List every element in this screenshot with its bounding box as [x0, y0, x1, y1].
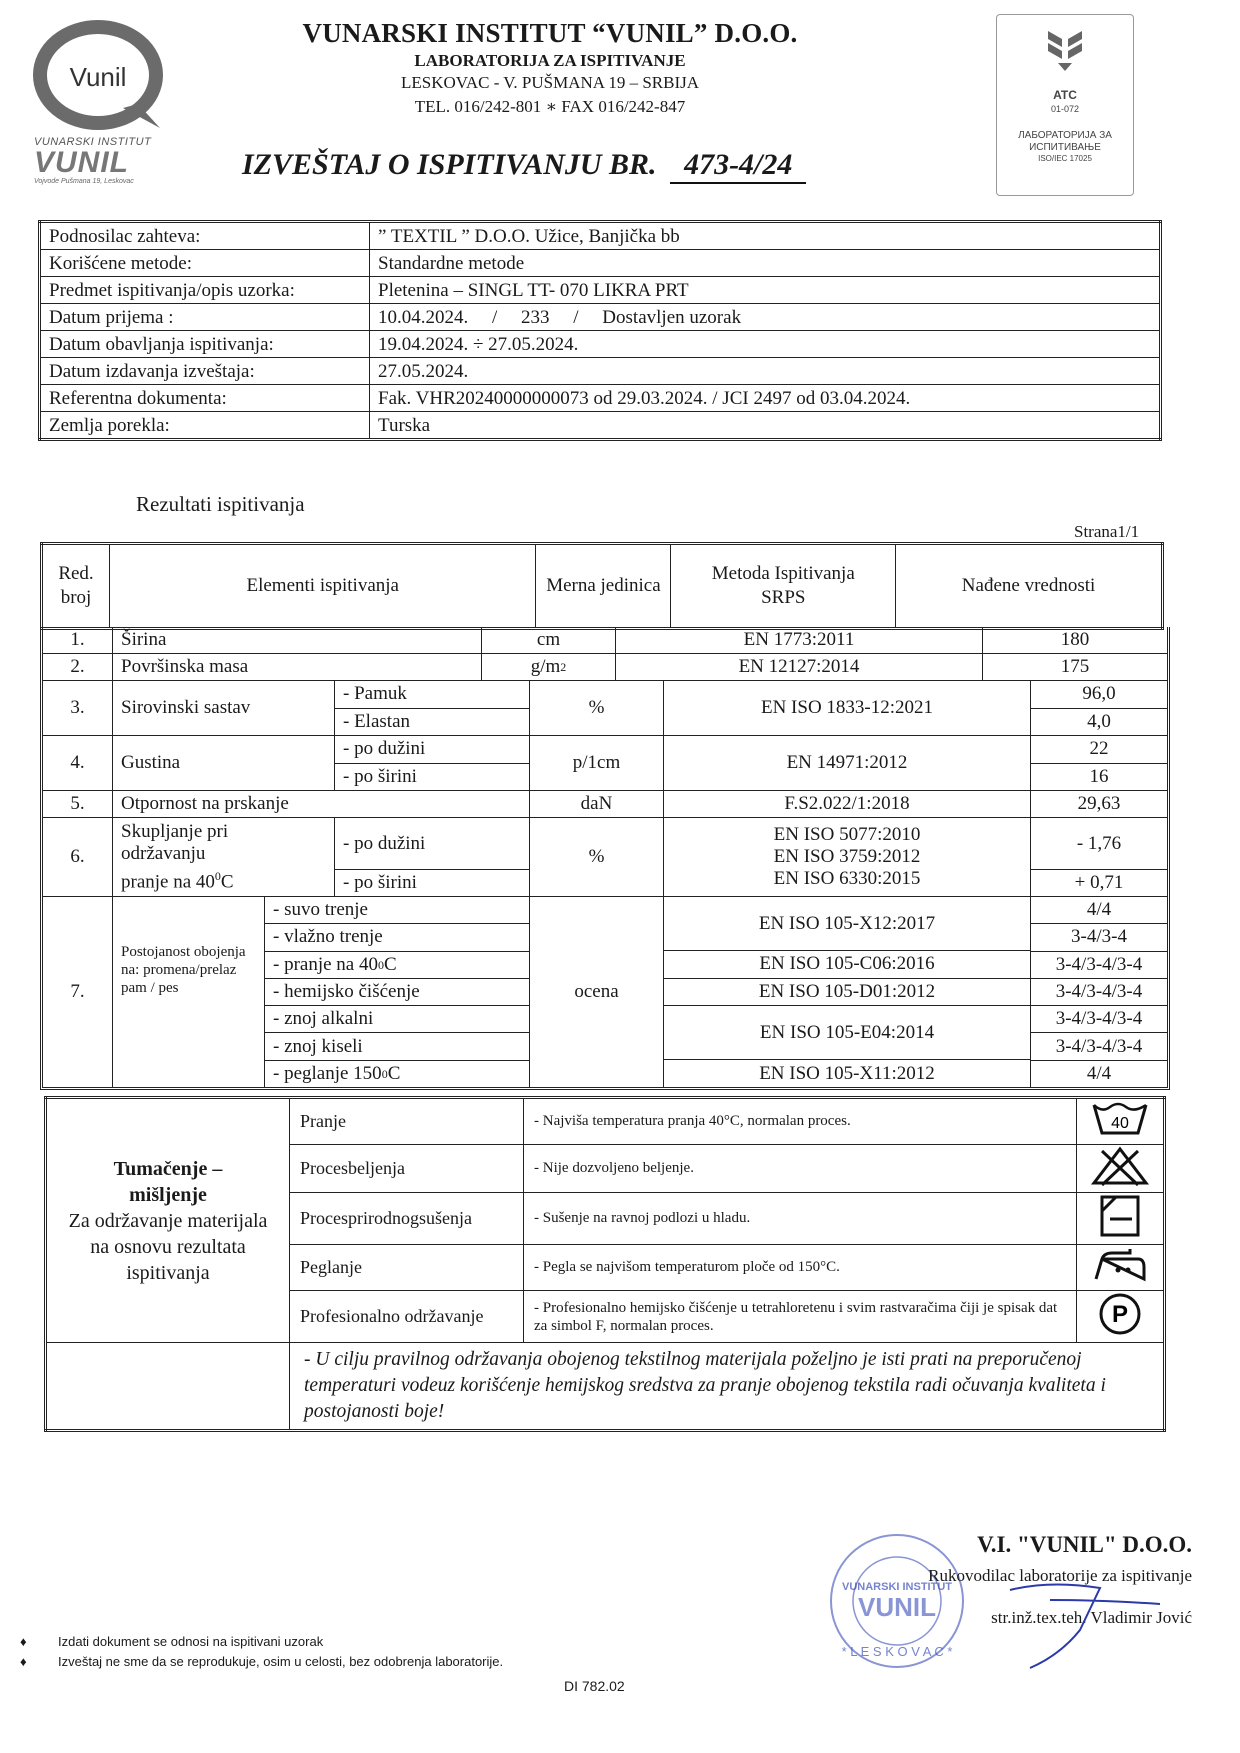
footnote: ♦ Izdati dokument se odnosi na ispitivani uzorak	[20, 1634, 324, 1649]
info-value: 10.04.2024. / 233 / Dostavljen uzorak	[370, 304, 1161, 331]
no-bleach-icon	[1077, 1145, 1165, 1193]
report-prefix: IZVEŠTAJ O ISPITIVANJU BR.	[242, 148, 657, 181]
col-header-unit-method	[536, 544, 896, 629]
dry-flat-shade-icon	[1077, 1193, 1165, 1245]
svg-text:40: 40	[1111, 1115, 1129, 1132]
phone-fax: TEL. 016/242-801 ∗ FAX 016/242-847	[414, 97, 686, 116]
care-label: Procesprirodnogsušenja	[290, 1193, 524, 1245]
table-row	[43, 680, 1167, 735]
table-row	[40, 250, 1161, 277]
row-element: Sirovinski sastav	[113, 681, 335, 735]
table-row	[40, 385, 1161, 412]
info-value: ” TEXTIL ” D.O.O. Užice, Banjička bb	[370, 222, 1161, 250]
row-subitems: - Pamuk - Elastan	[335, 681, 530, 735]
care-desc: - Pegla se najvišom temperaturom ploče od 150°C.	[524, 1245, 1077, 1291]
institute-name: VUNARSKI INSTITUT “VUNIL” D.O.O.	[302, 18, 798, 48]
footnote: ♦ Izveštaj ne sme da se reprodukuje, osim u celosti, bez odobrenja laboratorije.	[20, 1654, 504, 1669]
lab-name: LABORATORIJA ZA ISPITIVANJE	[414, 51, 686, 70]
row-unit: %	[530, 681, 664, 735]
col-header-method: Metoda Ispitivanja SRPS	[711, 563, 855, 608]
col-header-elements: Elementi ispitivanja	[110, 544, 536, 629]
row-values: 22 16	[1031, 736, 1167, 790]
row-value: 175	[1060, 656, 1090, 677]
row-value: 29,63	[1077, 793, 1121, 814]
row-unit: ocena	[530, 897, 664, 1087]
care-label: Procesbeljenja	[290, 1145, 524, 1193]
document-code: DI 782.02	[564, 1678, 625, 1694]
row-element: Skupljanje pri održavanju pranje na $40^0C$	[113, 818, 335, 896]
row-no: 7.	[43, 897, 113, 1087]
care-desc: - Najviša temperatura pranja 40°C, normalan proces.	[524, 1098, 1077, 1145]
row-method: EN 14971:2012	[664, 736, 1031, 790]
results-title: Rezultati ispitivanja	[136, 492, 305, 516]
info-label: Referentna dokumenta:	[40, 385, 370, 412]
iso-standard: ISO/IEC 17025	[1038, 154, 1092, 163]
row-subitems: - po dužini - po širini	[335, 736, 530, 790]
row-value: 180	[1060, 629, 1090, 650]
row-no: 5.	[43, 791, 113, 817]
table-row	[43, 817, 1167, 896]
row-no: 1.	[43, 627, 113, 653]
table-row	[40, 412, 1161, 440]
info-label: Zemlja porekla:	[40, 412, 370, 440]
info-value: 27.05.2024.	[370, 358, 1161, 385]
table-header-row	[42, 544, 1163, 629]
atc-label: ATC	[1053, 88, 1077, 102]
row-element: Širina	[113, 627, 482, 653]
row-element: Površinska masa	[113, 654, 482, 680]
report-number: 473-4/24	[670, 148, 806, 184]
handwritten-signature	[940, 1560, 1170, 1670]
table-row	[43, 653, 1167, 680]
page-number: Strana1/1	[1074, 522, 1140, 541]
signature-name: str.inž.tex.teh. Vladimir Jović	[991, 1608, 1192, 1627]
logo-small-name: VUNIL	[34, 146, 129, 179]
row-method: EN ISO 1833-12:2021	[664, 681, 1031, 735]
row-no: 3.	[43, 681, 113, 735]
interpretation-heading: Tumačenje – mišljenje Za održavanje materijala na osnovu rezultata ispitivanja	[46, 1098, 290, 1343]
care-desc: - Profesionalno hemijsko čišćenje u tetrahloretenu i svim rastvaračima čiji je spisak dat za simbol F, normalan proces.	[524, 1291, 1077, 1343]
care-desc: - Sušenje na ravnoj podlozi u hladu.	[524, 1193, 1077, 1245]
atc-logo-icon	[1040, 25, 1090, 79]
row-unit: p/1cm	[530, 736, 664, 790]
table-row	[40, 304, 1161, 331]
row-subitems: - po dužini - po širini	[335, 818, 530, 896]
col-header-values: Nađene vrednosti	[896, 544, 1163, 629]
col-header-unit: Merna jedinica	[536, 545, 671, 627]
logo-small-top: VUNARSKI INSTITUT	[34, 136, 152, 148]
info-label: Datum prijema :	[40, 304, 370, 331]
signature-role: Rukovodilac laboratorije za ispitivanje	[928, 1566, 1192, 1585]
table-row	[43, 627, 1167, 653]
svg-text:P: P	[1111, 1301, 1129, 1328]
table-row	[40, 222, 1161, 250]
info-label: Podnosilac zahteva:	[40, 222, 370, 250]
row-subitems: - suvo trenje - vlažno trenje - pranje na 40 0 C - hemijsko čišćenje - znoj alkalni - znoj kiseli - peglanje 150 0 C	[265, 897, 530, 1087]
row-no: 4.	[43, 736, 113, 790]
table-row	[46, 1343, 1165, 1431]
wash-40-icon	[1077, 1098, 1165, 1145]
institute-header	[240, 18, 860, 117]
care-label: Profesionalno održavanje	[290, 1291, 524, 1343]
row-values: 4/4 3-4/3-4 3-4/3-4/3-4 3-4/3-4/3-4 3-4/3-4/3-4 3-4/3-4/3-4 4/4	[1031, 897, 1167, 1087]
table-row	[43, 790, 1167, 817]
row-no: 2.	[43, 654, 113, 680]
results-body	[40, 627, 1170, 1090]
svg-text:VUNIL: VUNIL	[858, 1592, 936, 1622]
atc-code: 01-072	[1050, 104, 1080, 114]
signature-company: V.I. "VUNIL" D.O.O.	[977, 1532, 1192, 1557]
table-row	[46, 1098, 1165, 1145]
info-value: Fak. VHR20240000000073 od 29.03.2024. / JCI 2497 od 03.04.2024.	[370, 385, 1161, 412]
row-methods: EN ISO 105-X12:2017 EN ISO 105-C06:2016 EN ISO 105-D01:2012 EN ISO 105-E04:2014 EN ISO 105-X11:2012	[664, 897, 1031, 1087]
iron-two-dots-icon	[1077, 1245, 1165, 1291]
logo-text: Vunil	[69, 62, 127, 92]
info-value: Standardne metode	[370, 250, 1161, 277]
row-unit: g/m 2	[482, 654, 616, 680]
accreditation-badge	[996, 14, 1134, 196]
info-value: Pletenina – SINGL TT- 070 LIKRA PRT	[370, 277, 1161, 304]
row-unit: %	[530, 818, 664, 896]
table-row	[43, 896, 1167, 1087]
row-unit: cm	[482, 627, 616, 653]
address: LESKOVAC - V. PUŠMANA 19 – SRBIJA	[400, 73, 700, 92]
care-note: - U cilju pravilnog održavanja obojenog tekstilnog materijala poželjno je isti prati na preporučenoj temperaturi vodeuz korišćenje hemijskog sredstva za pranje obojenog tekstila radi očuvanja kvaliteta i postojanosti boje!	[290, 1343, 1165, 1431]
col-header-no: Red. broj	[42, 544, 110, 629]
info-label: Datum izdavanja izveštaja:	[40, 358, 370, 385]
info-label: Datum obavljanja ispitivanja:	[40, 331, 370, 358]
care-desc: - Nije dozvoljeno beljenje.	[524, 1145, 1077, 1193]
info-label: Korišćene metode:	[40, 250, 370, 277]
row-method: EN 1773:2011	[616, 627, 983, 653]
svg-text:* L E S K O V A C *: * L E S K O V A C *	[841, 1644, 953, 1659]
row-method: F.S2.022/1:2018	[664, 791, 1031, 817]
vunil-q-logo	[28, 20, 168, 130]
info-value: Turska	[370, 412, 1161, 440]
results-table-body	[40, 542, 1164, 630]
row-method: EN 12127:2014	[616, 654, 983, 680]
care-label: Pranje	[290, 1098, 524, 1145]
row-no: 6.	[43, 818, 113, 896]
accreditation-text: ЛАБОРАТОРИЈА ЗА ИСПИТИВАЊЕ	[1018, 130, 1112, 153]
table-row	[43, 735, 1167, 790]
table-row	[40, 358, 1161, 385]
row-element: Gustina	[113, 736, 335, 790]
info-label: Predmet ispitivanja/opis uzorka:	[40, 277, 370, 304]
vunil-small-logo	[34, 136, 174, 185]
logo-small-address: Vojvode Pušmana 19, Leskovac	[34, 178, 134, 185]
row-element: Otpornost na prskanje	[113, 791, 530, 817]
report-title	[242, 148, 806, 184]
professional-cleaning-p-icon	[1077, 1291, 1165, 1343]
footer-notes	[20, 1634, 503, 1674]
care-interpretation-table	[44, 1096, 1166, 1432]
row-values: - 1,76 + 0,71	[1031, 818, 1167, 896]
table-row	[40, 277, 1161, 304]
info-value: 19.04.2024. ÷ 27.05.2024.	[370, 331, 1161, 358]
table-row	[40, 331, 1161, 358]
row-method: EN ISO 5077:2010 EN ISO 3759:2012 EN ISO 6330:2015	[664, 818, 1031, 896]
row-element: Postojanost obojenja na: promena/prelaz pam / pes	[113, 897, 265, 1087]
row-unit: daN	[530, 791, 664, 817]
row-values: 96,0 4,0	[1031, 681, 1167, 735]
care-label: Peglanje	[290, 1245, 524, 1291]
sample-info-table	[38, 220, 1162, 441]
svg-text:VUNARSKI INSTITUT: VUNARSKI INSTITUT	[842, 1581, 952, 1593]
